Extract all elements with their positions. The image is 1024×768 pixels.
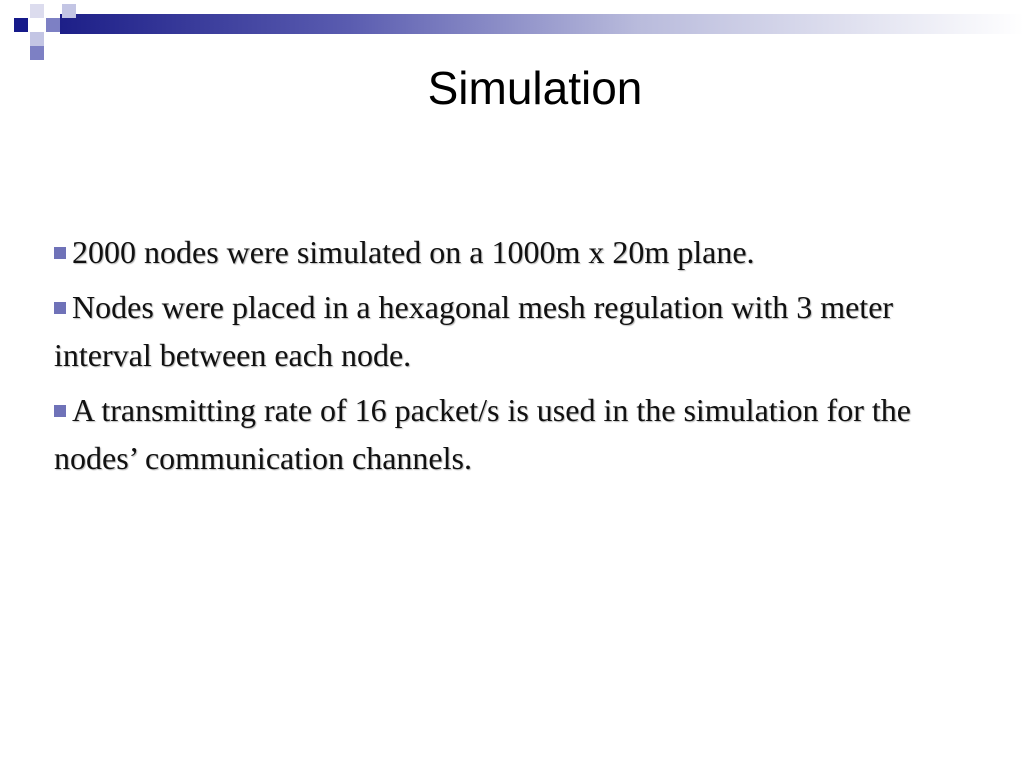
decor-square xyxy=(14,18,28,32)
bullet-item xyxy=(54,228,954,276)
square-bullet-icon xyxy=(54,302,66,314)
decor-square xyxy=(30,4,44,18)
bullet-list xyxy=(54,228,954,489)
bullet-text: 2000 nodes were simulated on a 1000m x 20m plane. xyxy=(72,234,755,270)
square-bullet-icon xyxy=(54,247,66,259)
square-bullet-icon xyxy=(54,405,66,417)
decor-square xyxy=(30,46,44,60)
decor-square xyxy=(62,4,76,18)
bullet-text: Nodes were placed in a hexagonal mesh regulation with 3 meter interval between each node. xyxy=(54,289,894,373)
bullet-text: A transmitting rate of 16 packet/s is used in the simulation for the nodes’ communication channels. xyxy=(54,392,911,476)
bullet-item xyxy=(54,283,954,379)
header-gradient-bar xyxy=(60,14,1024,34)
slide-title: Simulation xyxy=(427,62,643,114)
decor-square xyxy=(30,32,44,46)
decor-square xyxy=(46,18,60,32)
bullet-item xyxy=(54,386,954,482)
header-decoration xyxy=(0,0,1024,36)
